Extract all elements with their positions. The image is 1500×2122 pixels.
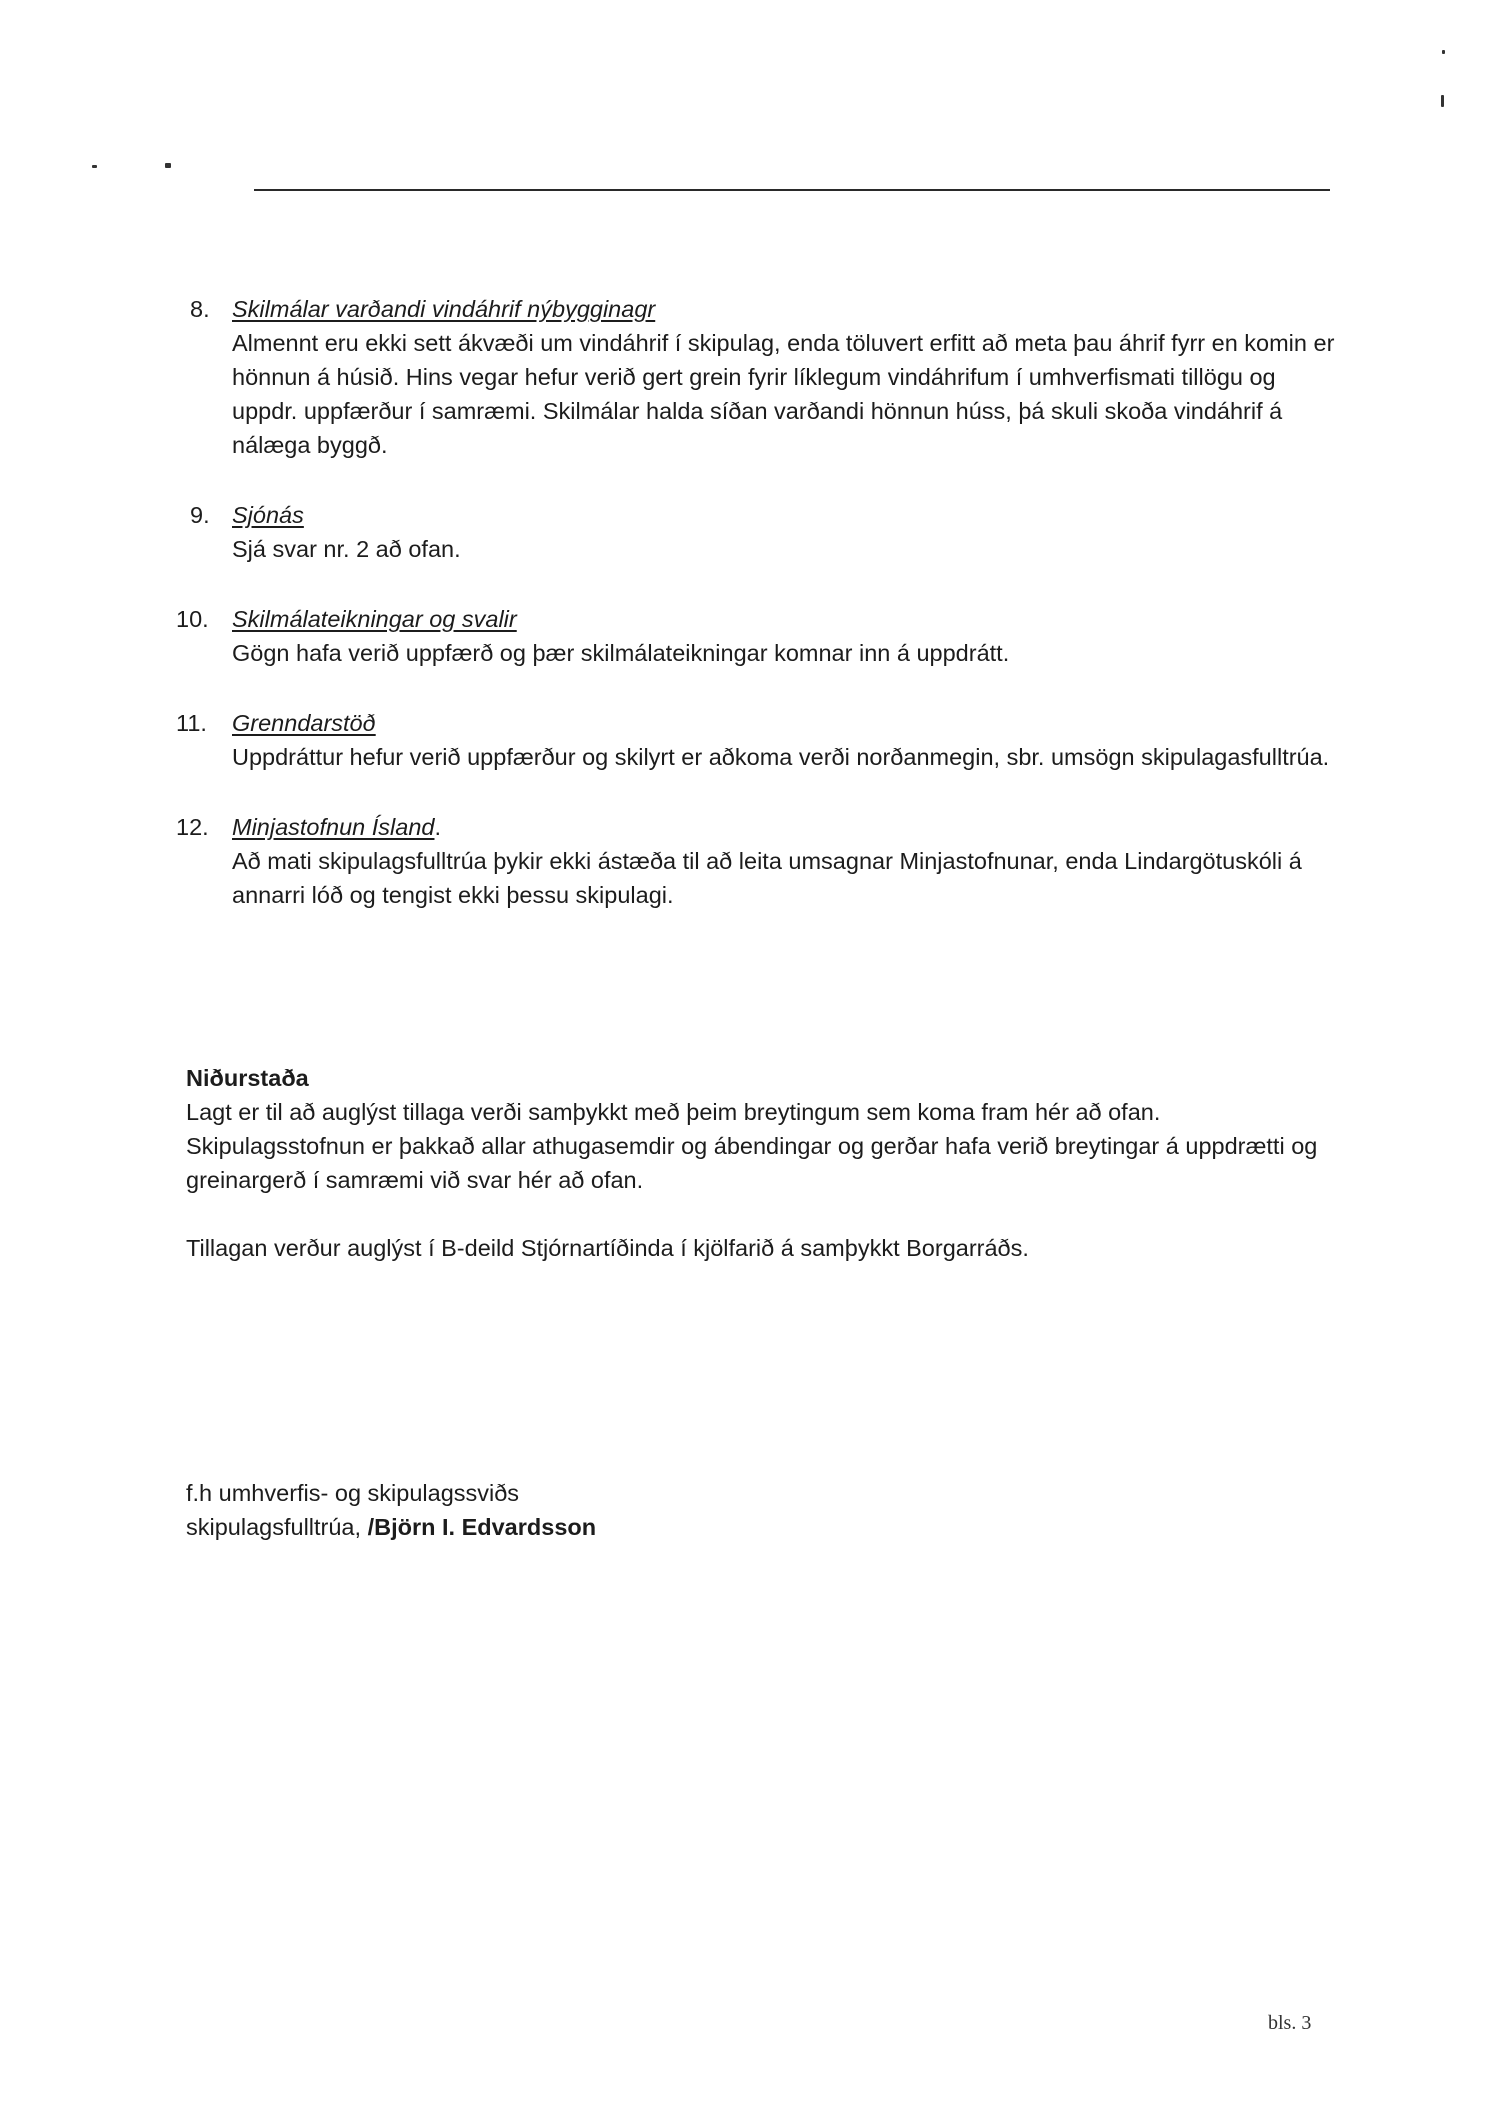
conclusion-section bbox=[186, 1061, 1336, 1299]
list-item bbox=[186, 498, 1336, 566]
item-heading: Sjónás bbox=[232, 502, 304, 528]
item-heading-suffix: . bbox=[434, 814, 442, 840]
conclusion-paragraph: Tillagan verður auglýst í B-deild Stjórnartíðinda í kjölfarið á samþykkt Borgarráðs. bbox=[186, 1235, 1029, 1261]
item-body: Almennt eru ekki sett ákvæði um vindáhrif í skipulag, enda töluvert erfitt að meta þau áhrif fyrr en komin er hönnun á húsið. Hins vegar hefur verið gert grein fyrir líklegum vindáhrifum í umhverfismati tillögu og uppdr. uppfærður í samræmi. Skilmálar halda síðan varðandi hönnun húss, þá skuli skoða vindáhrif á nálæga byggð. bbox=[232, 330, 1335, 458]
signature-name: /Björn I. Edvardsson bbox=[367, 1514, 597, 1540]
response-list bbox=[176, 292, 1336, 948]
item-number: 8. bbox=[190, 296, 210, 322]
item-heading: Grenndarstöð bbox=[232, 710, 376, 736]
item-heading: Skilmálar varðandi vindáhrif nýbygginagr bbox=[232, 296, 656, 322]
header-rule bbox=[254, 189, 1330, 191]
list-item bbox=[176, 706, 1336, 774]
item-heading: Minjastofnun Ísland bbox=[232, 814, 435, 840]
conclusion-title: Niðurstaða bbox=[186, 1065, 309, 1091]
page-number: bls. 3 bbox=[1268, 2012, 1312, 2034]
item-number: 10. bbox=[176, 606, 209, 632]
item-number: 11. bbox=[176, 710, 207, 736]
item-body: Uppdráttur hefur verið uppfærður og skilyrt er aðkoma verði norðanmegin, sbr. umsögn skipulagasfulltrúa. bbox=[232, 744, 1330, 770]
signature-block bbox=[186, 1476, 596, 1544]
item-body: Gögn hafa verið uppfærð og þær skilmálateikningar komnar inn á uppdrátt. bbox=[232, 640, 1010, 666]
item-body: Að mati skipulagsfulltrúa þykir ekki ástæða til að leita umsagnar Minjastofnunar, enda Lindargötuskóli á annarri lóð og tengist ekki þessu skipulagi. bbox=[232, 848, 1302, 908]
scan-speck bbox=[92, 165, 97, 168]
scan-speck bbox=[1441, 95, 1444, 107]
item-body: Sjá svar nr. 2 að ofan. bbox=[232, 536, 461, 562]
scan-speck bbox=[165, 163, 171, 168]
item-number: 12. bbox=[176, 814, 209, 840]
conclusion-paragraph: Lagt er til að auglýst tillaga verði samþykkt með þeim breytingum sem koma fram hér að ofan. Skipulagsstofnun er þakkað allar athugasemdir og ábendingar og gerðar hafa verið breytingar á uppdrætti og greinargerð í samræmi við svar hér að ofan. bbox=[186, 1099, 1318, 1193]
signature-department: f.h umhverfis- og skipulagssviðs bbox=[186, 1480, 520, 1506]
list-item bbox=[176, 810, 1336, 912]
scan-speck bbox=[1442, 50, 1445, 54]
item-number: 9. bbox=[190, 502, 210, 528]
list-item bbox=[186, 292, 1336, 462]
signature-role: skipulagsfulltrúa, bbox=[186, 1514, 368, 1540]
list-item bbox=[176, 602, 1336, 670]
item-heading: Skilmálateikningar og svalir bbox=[232, 606, 517, 632]
